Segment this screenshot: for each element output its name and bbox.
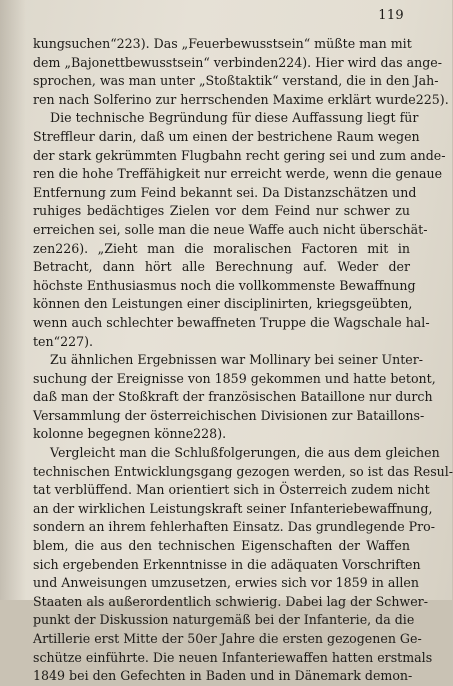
text-line: und Anweisungen umzusetzen, erwies sich vor 1859 in allen: [33, 575, 419, 591]
text-line: sich ergebenden Erkenntnisse in die adäquaten Vorschriften: [33, 556, 421, 572]
text-line: ren nach Solferino zur herrschenden Maxime erklärt wurde225).: [33, 91, 449, 107]
text-line: blem, die aus den technischen Eigenschaften der Waffen: [33, 538, 410, 554]
text-line: Staaten als außerordentlich schwierig. Dabei lag der Schwer-: [33, 593, 428, 609]
paragraph-2: [33, 109, 446, 351]
text-line: kungsuchen“223). Das „Feuerbewusstsein“ müßte man mit: [33, 36, 412, 51]
text-line: Zu ähnlichen Ergebnissen war Mollinary bei seiner Unter-: [50, 352, 424, 368]
text-line: technischen Entwicklungsgang gezogen werden, so ist das Resul-: [33, 463, 453, 479]
paragraph-4: [33, 444, 453, 686]
text-line: kolonne begegnen könne228).: [33, 426, 227, 442]
text-line: erreichen sei, solle man die neue Waffe auch nicht überschät-: [33, 221, 428, 237]
text-line: tat verblüffend. Man orientiert sich in Österreich zudem nicht: [33, 482, 430, 498]
text-line: ren die hohe Treffähigkeit nur erreicht werde, wenn die genaue: [33, 166, 443, 182]
text-line: ruhiges bedächtiges Zielen vor dem Feind nur schwer zu: [33, 203, 410, 219]
text-line: Streffleur darin, daß um einen der bestrichene Raum wegen: [33, 128, 420, 144]
text-line: suchung der Ereignisse von 1859 gekommen und hatte betont,: [33, 370, 436, 386]
text-line: sprochen, was man unter „Stoßtaktik“ verstand, die in den Jah-: [33, 73, 439, 89]
text-line: Entfernung zum Feind bekannt sei. Da Distanzschätzen und: [33, 184, 417, 200]
page-gutter-shadow: [0, 0, 26, 600]
text-line: Betracht, dann hört alle Berechnung auf. Weder der: [33, 259, 410, 275]
text-line: der stark gekrümmten Flugbahn recht gering sei und zum ande-: [33, 147, 446, 163]
text-line: sondern an ihrem fehlerhaften Einsatz. Das grundlegende Pro-: [33, 519, 436, 535]
body-text: [33, 35, 453, 686]
paragraph-3: [33, 351, 436, 444]
text-line: ten“227).: [33, 333, 94, 349]
text-line: Versammlung der österreichischen Divisionen zur Bataillons-: [33, 407, 425, 423]
text-line: Vergleicht man die Schlußfolgerungen, die aus dem gleichen: [50, 445, 440, 461]
text-line: daß man der Stoßkraft der französischen Bataillone nur durch: [33, 389, 433, 405]
text-line: Die technische Begründung für diese Auffassung liegt für: [50, 110, 419, 126]
text-line: schütze einführte. Die neuen Infanteriewaffen hatten erstmals: [33, 649, 433, 665]
text-line: wenn auch schlechter bewaffneten Truppe die Wagschale hal-: [33, 314, 430, 330]
text-line: an der wirklichen Leistungskraft seiner Infanteriebewaffnung,: [33, 500, 433, 516]
paragraph-1: [33, 35, 449, 109]
text-line: können den Leistungen einer disciplinirten, kriegsgeübten,: [33, 296, 413, 312]
text-line: 1849 bei den Gefechten in Baden und in Dänemark demon-: [33, 668, 413, 684]
page-number: 119: [378, 8, 404, 23]
text-line: dem „Bajonettbewusstsein“ verbinden224). Hier wird das ange-: [33, 54, 442, 70]
text-line: höchste Enthusiasmus noch die vollkommenste Bewaffnung: [33, 277, 416, 293]
text-line: Artillerie erst Mitte der 50er Jahre die ersten gezogenen Ge-: [33, 631, 422, 646]
text-line: zen226). „Zieht man die moralischen Factoren mit in: [33, 240, 410, 256]
text-line: punkt der Diskussion naturgemäß bei der Infanterie, da die: [33, 612, 415, 628]
